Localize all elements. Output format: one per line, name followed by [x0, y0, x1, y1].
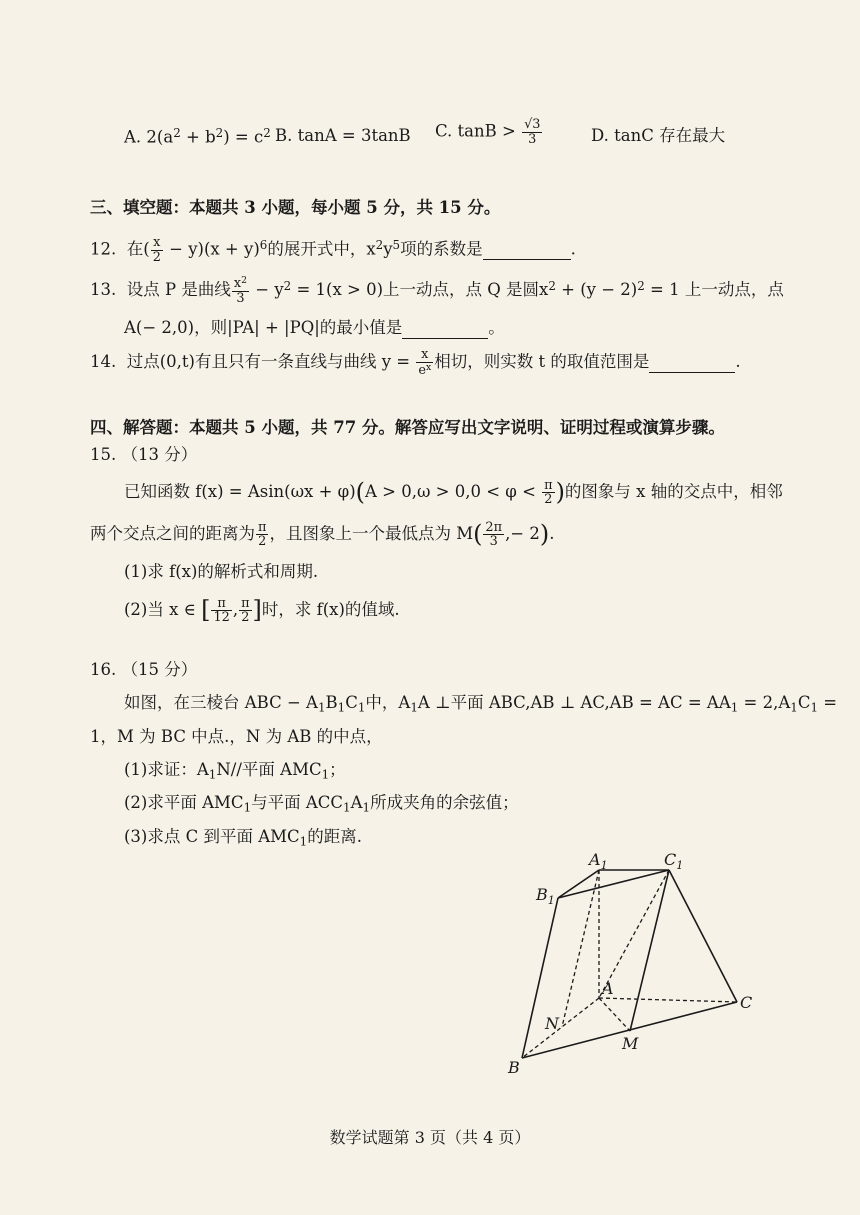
q16-line1: 如图，在三棱台 ABC − $A_1B_1C_1$中，$A_1A$ ⊥平面 ABC,AB ⊥ AC,AB = AC = $AA_1 = 2,A_1C_1$ = [124, 693, 838, 715]
label-c: C [740, 993, 753, 1012]
q15-line2: 两个交点之间的距离为 $\frac{\pi}{2}$ ，且图象上一个最低点为 M( $\frac{2\pi}{3}$ ,− 2). [90, 519, 555, 550]
page-footer: 数学试题第 3 页（共 4 页） [329, 1128, 531, 1147]
q14-answer-blank[interactable] [649, 352, 735, 373]
q13-answer-blank[interactable] [402, 318, 488, 339]
q16-part1: (1)求证：$A_1N//$平面 $AMC_1$； [124, 760, 346, 782]
q11-option-a: A. $2(a^2 + b^2) = c^2$ [124, 126, 271, 147]
label-n: N [545, 1014, 559, 1033]
q12-answer-blank[interactable] [483, 240, 571, 261]
q12: 12. 在( $\frac{x}{2}$ − $y)(x + y)^6$的展开式中，$x^2y^5$项的系数是 . [90, 235, 576, 265]
q11-option-c: C. tanB > $\frac{√3}{3}$ [435, 117, 541, 147]
q13-line1: 13. 设点 P 是曲线 $\frac{x^2}{3}$ − $y^2 = 1(x > 0)$上一动点，点 Q 是圆$x^2 + (y - 2)^2 = 1$ 上一动点，点 [90, 275, 784, 306]
q14: 14. 过点(0,t)有且只有一条直线与曲线 y = $\frac{x}{e^x}$ 相切，则实数 t 的取值范围是 . [90, 347, 741, 378]
q16-header: 16. （15 分） [90, 660, 198, 679]
label-m: M [622, 1034, 639, 1053]
label-b1: $B_1$ [536, 885, 555, 907]
q11-option-d: D. tanC 存在最大 [591, 126, 726, 145]
q16-part3: (3)求点 C 到平面 $AMC_1$的距离. [124, 827, 362, 849]
q16-line2: 1，M 为 BC 中点.，N 为 AB 的中点， [90, 727, 383, 746]
q15-part2: (2)当 x ∈ [ $\frac{\pi}{12}$ , $\frac{\pi}{2}$ ]时，求 f(x)的值域. [124, 595, 400, 626]
q11-option-b: B. tanA = 3tanB [275, 126, 411, 145]
label-a: A [602, 979, 614, 998]
q15-header: 15. （13 分） [90, 445, 198, 464]
label-a1: $A_1$ [589, 850, 608, 872]
label-c1: $C_1$ [664, 850, 684, 872]
label-b: B [508, 1058, 520, 1077]
section3-heading: 三、填空题：本题共 3 小题，每小题 5 分，共 15 分。 [90, 198, 501, 217]
section4-heading: 四、解答题：本题共 5 小题，共 77 分。解答应写出文字说明、证明过程或演算步骤。 [90, 418, 725, 437]
q16-part2: (2)求平面 $AMC_1$与平面 $ACC_1A_1$所成夹角的余弦值； [124, 793, 519, 815]
q15-part1: (1)求 f(x)的解析式和周期. [124, 562, 319, 581]
q15-line1: 已知函数 f(x) = Asin(ωx + φ)(A > 0,ω > 0,0 < φ < $\frac{\pi}{2}$ )的图象与 x 轴的交点中，相邻 [124, 477, 783, 508]
q13-line2: A(− 2,0)，则|PA| + |PQ|的最小值是 。 [124, 318, 505, 337]
